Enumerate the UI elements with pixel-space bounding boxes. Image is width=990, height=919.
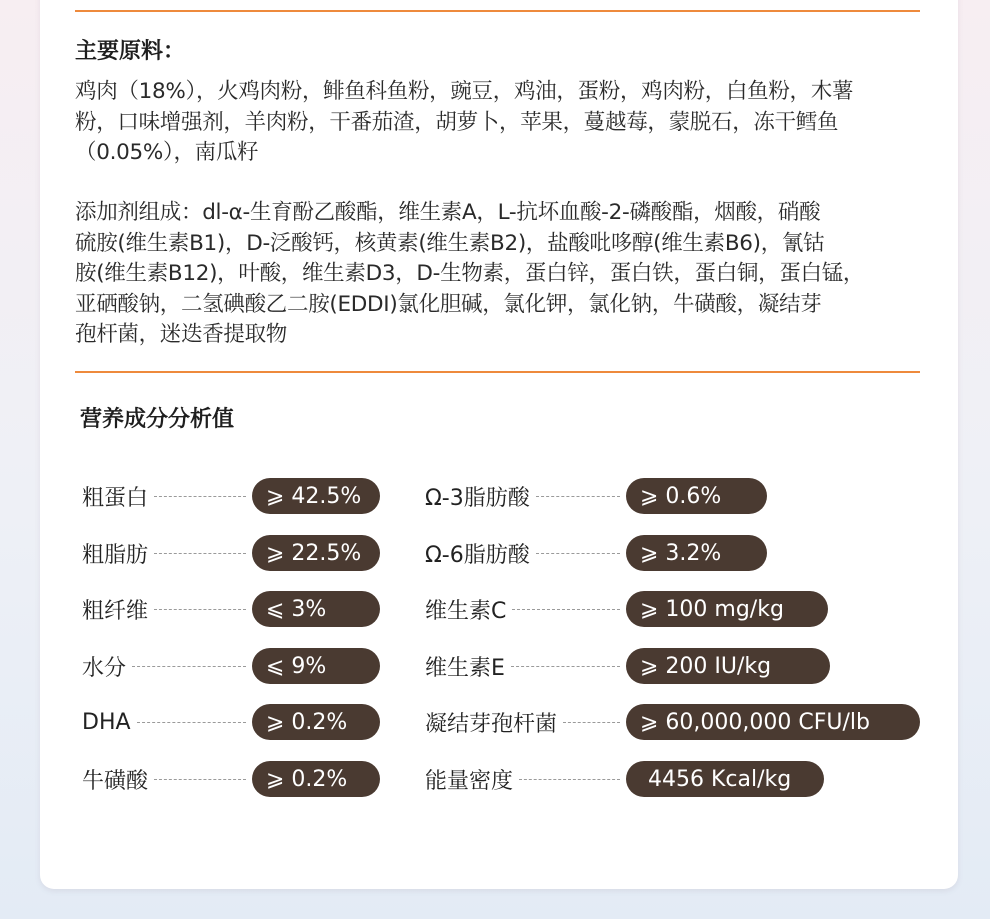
nutrient-row-vitamin-e — [425, 648, 830, 684]
dotted-leader — [154, 496, 246, 497]
nutrient-value-badge: ⩽ 3% — [252, 591, 380, 627]
dotted-leader — [512, 609, 620, 610]
dotted-leader — [563, 722, 620, 723]
dotted-leader — [536, 496, 620, 497]
dotted-leader — [536, 553, 620, 554]
dotted-leader — [137, 722, 246, 723]
ingredients-title: 主要原料： — [75, 39, 186, 64]
nutrient-value-badge: ⩾ 3.2% — [626, 535, 767, 571]
nutrient-value-badge: ⩽ 9% — [252, 648, 380, 684]
nutrient-label: 粗脂肪 — [82, 542, 149, 568]
nutrient-row-crude-fat — [82, 535, 380, 571]
nutrient-value-badge: ⩾ 60,000,000 CFU/lb — [626, 704, 920, 740]
nutrient-value-badge: ⩾ 0.6% — [626, 478, 767, 514]
nutrient-row-taurine — [82, 761, 380, 797]
nutrient-value-badge: ⩾ 100 mg/kg — [626, 591, 828, 627]
dotted-leader — [154, 609, 246, 610]
nutrient-row-bacillus-coagulans — [425, 704, 920, 740]
nutrient-label: 水分 — [82, 655, 127, 681]
section-divider — [75, 371, 920, 373]
dotted-leader — [154, 553, 246, 554]
nutrient-label: 凝结芽孢杆菌 — [425, 711, 558, 737]
nutrient-row-omega3 — [425, 478, 767, 514]
nutrient-value-badge: 4456 Kcal/kg — [626, 761, 824, 797]
nutrient-row-vitamin-c — [425, 591, 828, 627]
ingredients-text: 鸡肉（18%），火鸡肉粉，鲱鱼科鱼粉，豌豆，鸡油，蛋粉，鸡肉粉，白鱼粉，木薯 粉，口味增强剂，羊肉粉，干番茄渣，胡萝卜，苹果，蔓越莓，蒙脱石，冻干鳕鱼 （0.05%），南瓜籽 — [75, 79, 854, 165]
nutrient-label: 能量密度 — [425, 768, 514, 794]
nutrient-row-moisture — [82, 648, 380, 684]
additives-text: 添加剂组成：dl-α-生育酚乙酸酯，维生素A，L-抗坏血酸-2-磷酸酯，烟酸，硝酸 硫胺(维生素B1)，D-泛酸钙，核黄素(维生素B2)，盐酸吡哆醇(维生素B6)，氰钴 胺(维生素B12)，叶酸，维生素D3，D-生物素，蛋白锌，蛋白铁，蛋白铜，蛋白锰， 亚硒酸钠，二氢碘酸乙二胺(EDDI)氯化胆碱，氯化钾，氯化钠，牛磺酸，凝结芽 孢杆菌，迷迭香提取物 — [75, 200, 865, 347]
nutrient-value-badge: ⩾ 0.2% — [252, 704, 380, 740]
nutrient-row-dha — [82, 704, 380, 740]
nutrient-value-badge: ⩾ 42.5% — [252, 478, 380, 514]
nutrient-label: DHA — [82, 709, 131, 735]
nutrient-label: 粗蛋白 — [82, 485, 149, 511]
top-divider — [75, 10, 920, 12]
nutrient-value-badge: ⩾ 22.5% — [252, 535, 380, 571]
nutrient-row-energy-density — [425, 761, 824, 797]
nutrient-row-crude-fiber — [82, 591, 380, 627]
dotted-leader — [519, 779, 620, 780]
nutrient-label: 粗纤维 — [82, 598, 149, 624]
nutrition-title: 营养成分分析值 — [80, 407, 235, 432]
nutrient-row-crude-protein — [82, 478, 380, 514]
nutrient-value-badge: ⩾ 0.2% — [252, 761, 380, 797]
nutrient-row-omega6 — [425, 535, 767, 571]
dotted-leader — [511, 666, 620, 667]
nutrient-label: Ω-6脂肪酸 — [425, 542, 530, 568]
nutrient-label: 维生素C — [425, 598, 507, 624]
nutrient-label: Ω-3脂肪酸 — [425, 485, 530, 511]
nutrient-label: 维生素E — [425, 655, 505, 681]
nutrient-value-badge: ⩾ 200 IU/kg — [626, 648, 830, 684]
dotted-leader — [154, 779, 246, 780]
dotted-leader — [132, 666, 246, 667]
nutrient-label: 牛磺酸 — [82, 768, 149, 794]
